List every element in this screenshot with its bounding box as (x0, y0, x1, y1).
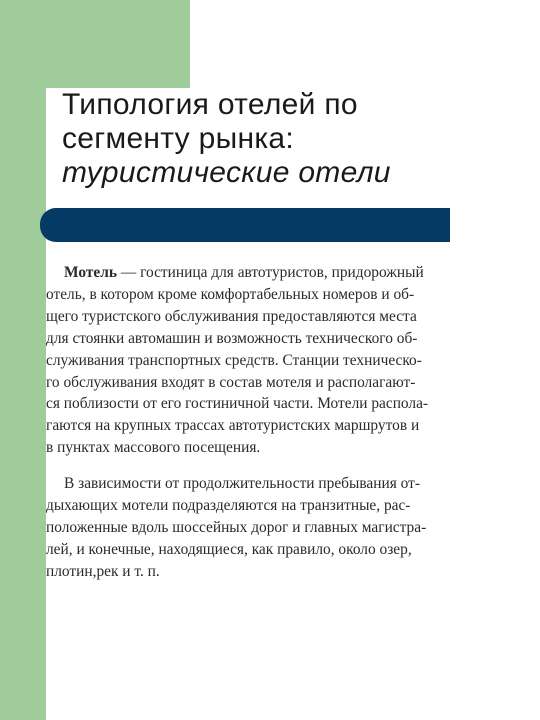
text-line (46, 262, 506, 284)
text-line: В зависимости от продолжительности пребывания от- (64, 475, 420, 493)
text-line: служивания транспортных средств. Станции техническо- (46, 351, 422, 369)
term-motel: Мотель (64, 264, 117, 281)
text-line: положенные вдоль шоссейных дорог и главных магистра- (46, 518, 427, 536)
text-line: для стоянки автомашин и возможность технического об- (46, 329, 418, 347)
title-divider-bar (40, 208, 450, 242)
slide-title (62, 88, 482, 190)
text-line: плотин,рек и т. п. (46, 562, 160, 580)
text-line: дыхающих мотели подразделяются на транзитные, рас- (46, 497, 411, 515)
title-line-2: сегменту рынка: (62, 122, 295, 155)
text-line: отель, в котором кроме комфортабельных номеров и об- (46, 285, 415, 303)
text-line: ся поблизости от его гостиничной части. Мотели распола- (46, 395, 429, 413)
text-line: гаются на крупных трассах автотуристских маршрутов и (46, 417, 420, 435)
text-line: го обслуживания входят в состав мотеля и располагают- (46, 373, 416, 391)
scanned-text-block (46, 262, 506, 597)
title-line-1: Типология отелей по (62, 88, 358, 121)
paragraph-motel-types (46, 473, 506, 583)
text-line: щего туристского обслуживания предоставляются места (46, 307, 417, 325)
title-line-3: туристические отели (62, 156, 391, 189)
text-line: лей, и конечные, находящиеся, как правило, около озер, (46, 540, 412, 558)
text-fragment: — гостиница для автотуристов, придорожный (116, 264, 424, 281)
decor-green-sidebar (0, 0, 46, 720)
paragraph-motel-definition (46, 262, 506, 459)
text-line: в пунктах массового посещения. (46, 439, 261, 457)
